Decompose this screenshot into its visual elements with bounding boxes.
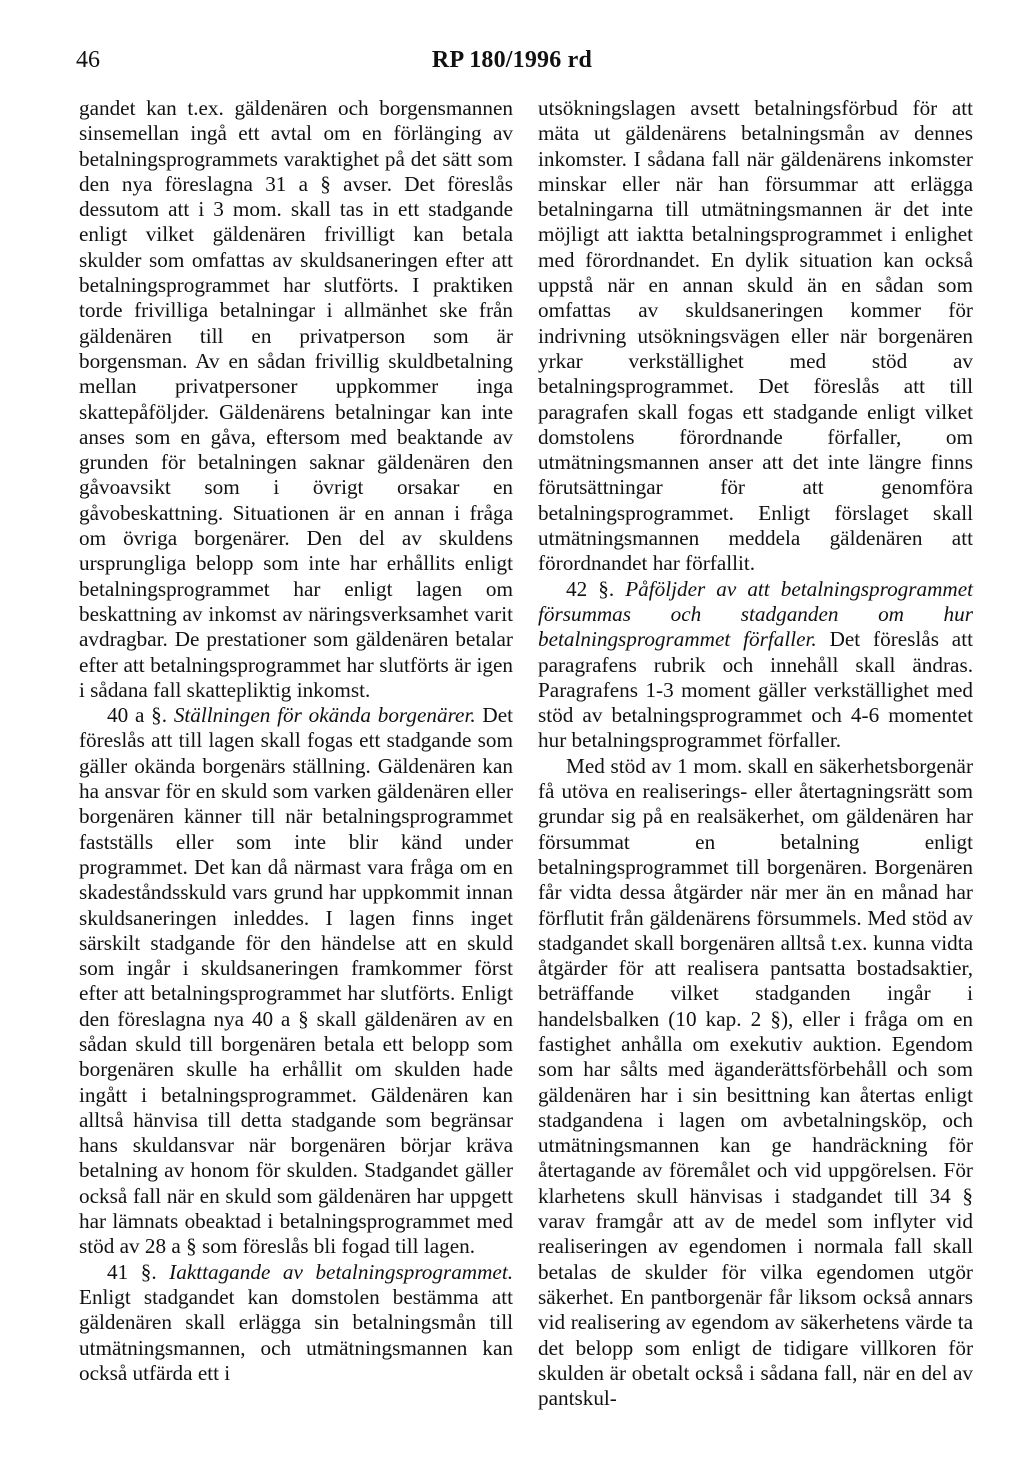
paragraph-40a — [79, 703, 513, 1260]
section-number-40a: 40 a §. — [107, 703, 174, 728]
section-title-40a: Ställningen för okända borgenärer. — [173, 703, 476, 728]
right-column — [538, 96, 973, 1411]
document-id: RP 180/1996 rd — [431, 47, 593, 73]
paragraph-41 — [79, 1260, 513, 1386]
paragraph-right-3: Med stöd av 1 mom. skall en säkerhetsborgenär få utöva en realiserings- eller återtagningsrätt som grundar sig på en realsäkerhet, om gäldenären har försummat en betalning enligt betalningsprogrammet till borgenären. Borgenären får vidta dessa åtgärder när mer än en månad har förflutit från gäldenärens försummels. Med stöd av stadgandet skall borgenären alltså t.ex. kunna vidta åtgärder för att realisera pantsatta bostadsaktier, beträffande vilket stadganden ingår i handelsbalken (10 kap. 2 §), eller i fråga om en fastighet anhålla om exekutiv auktion. Egendom som har sålts med äganderättsförbehåll och som gäldenären har i sin besittning kan återtas enligt stadgandena i lagen om avbetalningsköp, och utmätningsmannen kan ge handräckning för återtagande av föremålet och vid uppgörelsen. För klarhetens skull hänvisas i stadgandet till 34 § varav framgår att av de medel som inflyter vid realiseringen av egendomen i normala fall skall betalas de skulder för vilka egendomen utgör säkerhet. En pantborgenär får liksom också annars vid realisering av egendom av säkerhetens värde ta det belopp som enligt de tidigare villkoren för skulden är obetalt också i sådana fall, när en del av pantskul- — [538, 753, 973, 1411]
section-body-40a: Det föreslås att till lagen skall fogas ett stadgande som gäller okända borgenärs ställning. Gäldenären kan ha ansvar för en skuld som varken gäldenären eller borgenären känner till när betalningsprogrammet fastställs eller som inte blir känd under programmet. Det kan då närmast vara fråga om en skadeståndsskuld vars grund har uppkommit innan skuldsaneringen inleddes. I lagen finns inget särskilt stadgande för den händelse att en skuld som ingår i skuldsaneringen framkommer först efter att betalningsprogrammet har slutförts. Enligt den föreslagna nya 40 a § skall gäldenären av en sådan skuld till borgenären betala ett belopp som borgenären skulle ha erhållit om skulden hade ingått i betalningsprogrammet. Gäldenären kan alltså hänvisa till detta stadgande som begränsar hans skuldansvar när borgenären börjar kräva betalning av honom för skulden. Stadgandet gäller också fall när en skuld som gäldenären har uppgett har lämnats obeaktad i betalningsprogrammet med stöd av 28 a § som föreslås bli fogad till lagen. — [79, 703, 514, 1259]
left-column — [79, 96, 513, 1386]
paragraph-42 — [538, 577, 973, 754]
paragraph-right-1: utsökningslagen avsett betalningsförbud för att mäta ut gäldenärens betalningsmån av dennes inkomster. I sådana fall när gäldenärens inkomster minskar eller när han försummar att erlägga betalningarna till utmätningsmannen är det inte möjligt att iaktta betalningsprogrammet i enlighet med förordnandet. En dylik situation kan också uppstå när en annan skuld än en sådan som omfattas av skuldsaneringen kommer för indrivning utsökningsvägen eller när borgenären yrkar verkställighet med stöd av betalningsprogrammet. Det föreslås att till paragrafen skall fogas ett stadgande enligt vilket domstolens förordnande förfaller, om utmätningsmannen anser att det inte längre finns förutsättningar för att genomföra betalningsprogrammet. Enligt förslaget skall utmätningsmannen meddela gäldenären att förordnandet har förfallit. — [538, 96, 973, 576]
section-number-41: 41 §. — [107, 1259, 170, 1284]
section-body-42: Det föreslås att paragrafens rubrik och innehåll skall ändras. Paragrafens 1-3 moment gäller verkställighet med stöd av betalningsprogrammet och 4-6 momentet hur betalningsprogrammet förfaller. — [538, 627, 973, 753]
paragraph-left-1: gandet kan t.ex. gäldenären och borgensmannen sinsemellan ingå ett avtal om en förlänging av betalningsprogrammets varaktighet på det sätt som den nya föreslagna 31 a § avser. Det föreslås dessutom att i 3 mom. skall tas in ett stadgande enligt vilket gäldenären frivilligt kan betala skulder som omfattas av skuldsaneringen efter att betalningsprogrammet har slutförts. I praktiken torde frivilliga betalningar i allmänhet ske från gäldenären till en privatperson som är borgensman. Av en sådan frivillig skuldbetalning mellan privatpersoner uppkommer inga skattepåföljder. Gäldenärens betalningar kan inte anses som en gåva, eftersom med beaktande av grunden för betalningen saknar gäldenären den gåvoavsikt som i övrigt orsakar en gåvobeskattning. Situationen är en annan i fråga om övriga borgenärer. Den del av skuldens ursprungliga belopp som inte har erhållits enligt betalningsprogrammet har enligt lagen om beskattning av inkomst av näringsverksamhet varit avdragbar. De prestationer som gäldenären betalar efter att betalningsprogrammet har slutförts är igen i sådana fall skattepliktig inkomst. — [79, 96, 513, 702]
page-number: 46 — [76, 47, 100, 73]
section-title-41: Iakttagande av betalningsprogrammet. — [169, 1259, 514, 1284]
section-number-42: 42 §. — [566, 576, 626, 601]
section-title-42: Påföljder av att betalningsprogrammet försummas och stadganden om hur betalningsprogrammet förfaller. — [538, 576, 973, 652]
section-body-41: Enligt stadgandet kan domstolen bestämma att gäldenären skall erlägga sin betalningsmån till utmätningsmannen, och utmätningsmannen kan också utfärda ett i — [79, 1284, 513, 1385]
